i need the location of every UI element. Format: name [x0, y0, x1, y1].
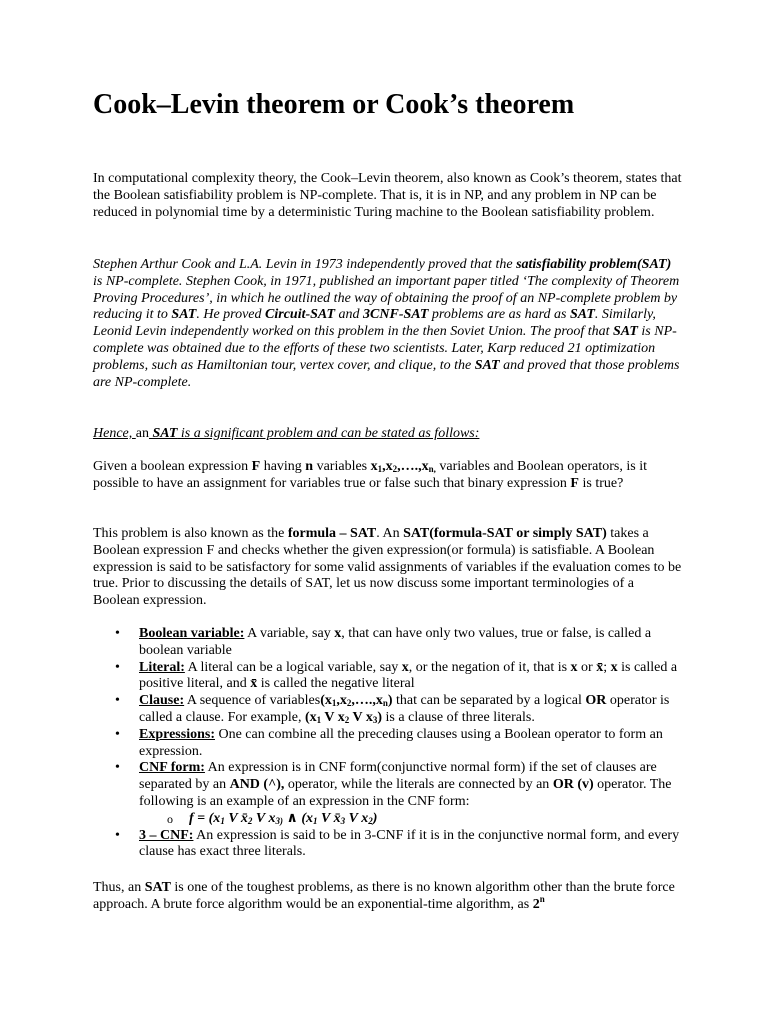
- terminology-list: [93, 626, 683, 861]
- list-item: • 3 – CNF: An expression is said to be in 3-CNF if it is in the conjunctive normal form, and every clause has exact three literals.: [93, 828, 683, 862]
- list-item: • Expressions: One can combine all the preceding clauses using a Boolean operator to form an expression.: [93, 727, 683, 761]
- formula-sat-paragraph: This problem is also known as the formula – SAT. An SAT(formula-SAT or simply SAT) takes a Boolean expression F and checks whether the given expression(or formula) is satisfiable. A Boolean expression is said to be satisfactory for some valid assignments of variables if the evaluation comes to be true. Prior to discussing the details of SAT, let us now discuss some important terminologies of a Boolean expression.: [93, 526, 682, 609]
- conclusion-paragraph: Thus, an SAT is one of the toughest problems, as there is no known algorithm other than the brute force approach. A brute force algorithm would be an exponential-time algorithm, as 2$^n$: [93, 880, 675, 912]
- list-item: • Clause: A sequence of $variables(x_1,x_2,\dots.,x_n)$ that can be separated by a logical OR operator is called a clause. For example, ($x_1$ V $x_2$ V $x_3$) is a clause of three literals.: [93, 693, 683, 727]
- cnf-formula: o $f = (x_1$ V $x̄_2$ V $x_{3)}$ ∧ ($x_1$ V $x̄_3$ V $x_2$): [139, 811, 683, 828]
- list-item: • Boolean variable: A variable, say x, that can have only two values, true or false, is called a boolean variable: [93, 626, 683, 660]
- intro-paragraph: In computational complexity theory, the Cook–Levin theorem, also known as Cook’s theorem, states that the Boolean satisfiability problem is NP-complete. That is, it is in NP, and any problem in NP can be reduced in polynomial time by a deterministic Turing machine to the Boolean satisfiability problem.: [93, 171, 682, 220]
- statement-heading: Hence, an SAT is a significant problem and can be stated as follows:: [93, 426, 480, 441]
- problem-paragraph: Given a boolean expression F having n variables $x_1,x_2,\dots.,x_{n,}$ variables and Boolean operators, is it possible to have an assignment for variables true or false such that binary expression F is true?: [93, 459, 647, 491]
- page-title: Cook–Levin theorem or Cook’s theorem: [93, 89, 575, 120]
- list-item: • Literal: A literal can be a logical variable, say x, or the negation of it, that is x or x̄; x is called a positive literal, and x̄ is called the negative literal: [93, 660, 683, 694]
- cnf-example-list: [139, 811, 683, 828]
- list-item: • CNF form: An expression is in CNF form(conjunctive normal form) if the set of clauses are separated by an AND (^), operator, while the literals are connected by an OR (v) operator. The following is an example of an expression in the CNF form: o $f = (x_1$ V $x̄_2$ V $x_{3)}$ ∧ ($x_1$ V $x̄_3$ V $x_2$): [93, 760, 683, 827]
- history-paragraph: Stephen Arthur Cook and L.A. Levin in 1973 independently proved that the satisfiability problem(SAT) is NP-complete. Stephen Cook, in 1971, published an important paper titled ‘The complexity of Theorem Proving Procedures’, in which he outlined the way of obtaining the proof of an NP-complete problem by reducing it to SAT. He proved Circuit-SAT and 3CNF-SAT problems are as hard as SAT. Similarly, Leonid Levin independently worked on this problem in the then Soviet Union. The proof that SAT is NP-complete was obtained due to the efforts of these two scientists. Later, Karp reduced 21 optimization problems, such as Hamiltonian tour, vertex cover, and clique, to the SAT and proved that those problems are NP-complete.: [93, 257, 680, 390]
